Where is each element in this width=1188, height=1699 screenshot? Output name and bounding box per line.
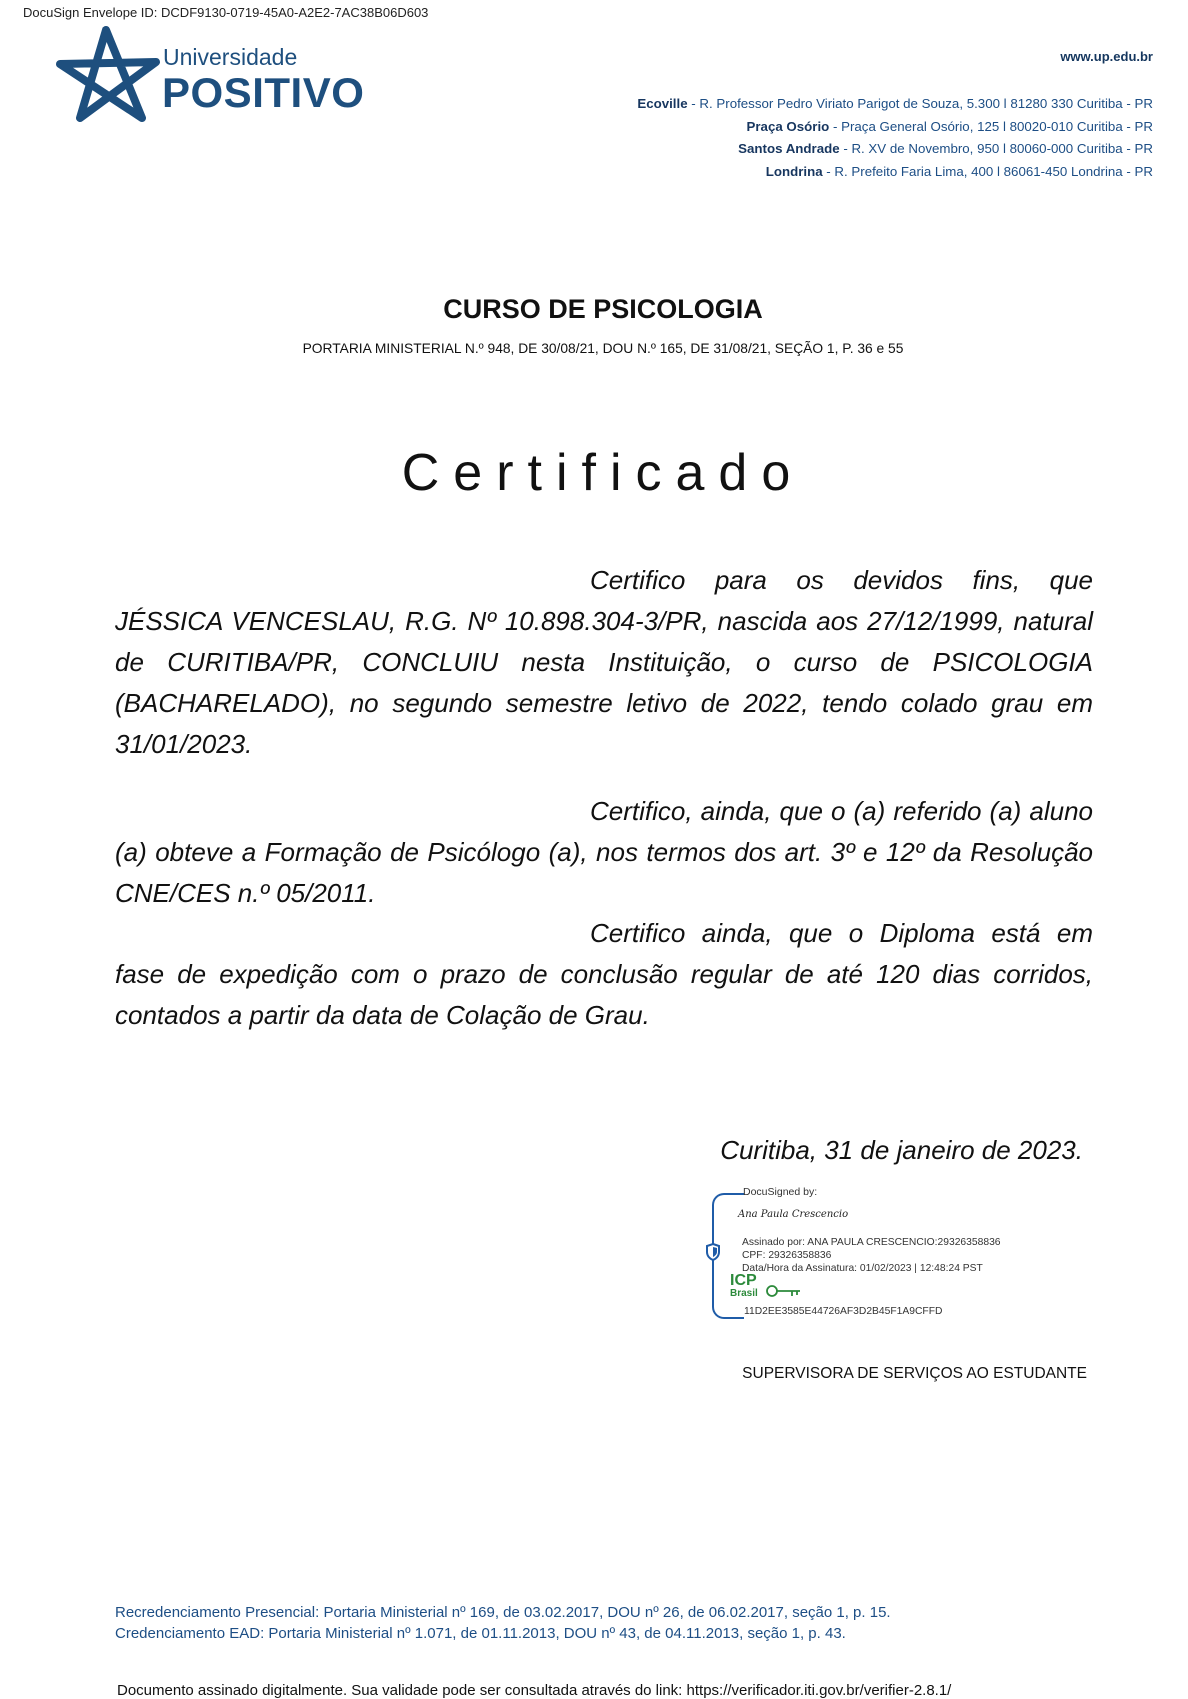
paragraph-text: Certifico para os devidos fins, que JÉSSICA VENCESLAU, R.G. Nº 10.898.304-3/PR, nascida aos 27/12/1999, natural de CURITIBA/PR, CONCLUIU nesta Instituição, o curso de PSICOLOGIA (BACHARELADO), no segundo semestre letivo de 2022, tendo colado grau em 31/01/2023. [115, 565, 1093, 759]
signature-details [742, 1236, 1001, 1275]
university-logo [56, 26, 386, 126]
docusign-signature-block [700, 1186, 1040, 1321]
docusign-envelope-id: DocuSign Envelope ID: DCDF9130-0719-45A0-A2E2-7AC38B06D603 [23, 5, 429, 20]
campus-name: Santos Andrade [738, 141, 840, 156]
certificate-paragraph-3 [115, 913, 1093, 1036]
digital-signature-note: Documento assinado digitalmente. Sua validade pode ser consultada através do link: https://verificador.iti.gov.br/verifier-2.8.1/ [117, 1682, 952, 1699]
course-title: CURSO DE PSICOLOGIA [443, 294, 763, 324]
campus-address: - Praça General Osório, 125 l 80020-010 Curitiba - PR [829, 118, 1153, 134]
campus-address: - R. Prefeito Faria Lima, 400 l 86061-450 Londrina - PR [822, 163, 1153, 179]
campus-name: Praça Osório [746, 118, 830, 134]
signature-hash: 11D2EE3585E44726AF3D2B45F1A9CFFD [744, 1306, 943, 1317]
logo-text-positivo: POSITIVO [162, 69, 365, 116]
shield-icon [706, 1243, 720, 1261]
icp-brasil-logo: ICP [730, 1272, 757, 1289]
paragraph-text: Certifico, ainda, que o (a) referido (a) aluno (a) obteve a Formação de Psicólogo (a), nos termos dos art. 3º e 12º da Resolução CNE/CES n.º 05/2011. [115, 796, 1093, 908]
website-link[interactable]: www.up.edu.br [1060, 49, 1153, 64]
footer-line: Recredenciamento Presencial: Portaria Ministerial nº 169, de 03.02.2017, DOU nº 26, de 06.02.2017, seção 1, p. 15. [115, 1604, 891, 1621]
paragraph-text: Certifico ainda, que o Diploma está em fase de expedição com o prazo de conclusão regular de até 120 dias corridos, contados a partir da data de Colação de Grau. [115, 918, 1093, 1030]
key-icon [766, 1284, 802, 1298]
address-line [637, 93, 1153, 116]
signer-role: SUPERVISORA DE SERVIÇOS AO ESTUDANTE [742, 1365, 1087, 1382]
campus-name: Ecoville [637, 96, 688, 111]
signed-by: Assinado por: ANA PAULA CRESCENCIO:29326358836 [742, 1237, 1001, 1248]
signer-cpf: CPF: 29326358836 [742, 1250, 832, 1261]
footer-line: Credenciamento EAD: Portaria Ministerial nº 1.071, de 01.11.2013, DOU nº 43, de 04.11.2013, seção 1, p. 43. [115, 1625, 846, 1642]
handwritten-signature: Ana Paula Crescencio [738, 1209, 849, 1220]
accreditation-footer [115, 1602, 891, 1644]
campus-addresses [637, 93, 1153, 183]
campus-address: - R. Professor Pedro Viriato Parigot de Souza, 5.300 l 81280 330 Curitiba - PR [687, 96, 1153, 111]
campus-name: Londrina [765, 163, 823, 179]
certificate-title: Certificado [401, 444, 805, 502]
address-line [637, 116, 1153, 139]
course-portaria: PORTARIA MINISTERIAL N.º 948, DE 30/08/21, DOU N.º 165, DE 31/08/21, SEÇÃO 1, P. 36 e 55 [302, 341, 904, 356]
address-line [637, 161, 1153, 184]
address-line [637, 138, 1153, 161]
campus-address: - R. XV de Novembro, 950 l 80060-000 Curitiba - PR [839, 141, 1153, 156]
icp-brasil-sub: Brasil [730, 1288, 758, 1299]
docusigned-by-label: DocuSigned by: [743, 1186, 818, 1198]
certificate-paragraph-2 [115, 791, 1093, 914]
signature-datetime: Data/Hora da Assinatura: 01/02/2023 | 12:48:24 PST [742, 1263, 983, 1274]
star-logo-icon [56, 26, 161, 126]
certificate-paragraph-1 [115, 560, 1093, 765]
logo-text-universidade: Universidade [163, 44, 298, 70]
place-and-date: Curitiba, 31 de janeiro de 2023. [720, 1135, 1083, 1165]
